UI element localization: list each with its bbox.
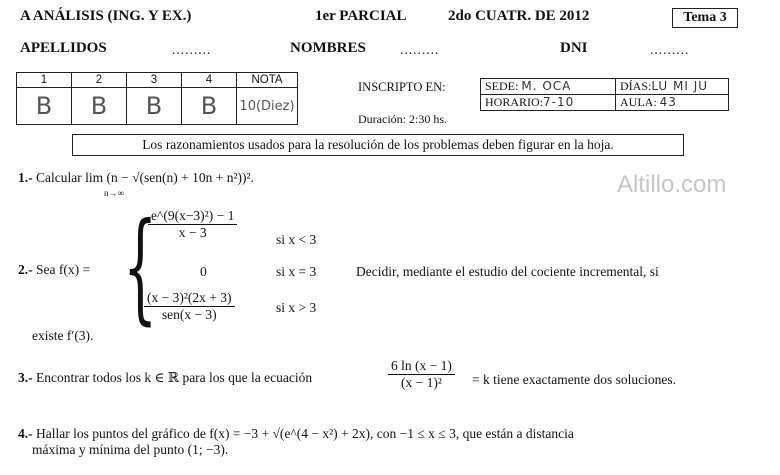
problem-3-numerator: 6 ln (x − 1): [388, 358, 455, 375]
problem-2-number: 2.-: [18, 262, 33, 277]
case-3-fraction: [144, 290, 235, 323]
problem-1-limit-sub: n→∞: [104, 188, 124, 198]
tema-box: Tema 3: [672, 8, 738, 28]
problem-4-text2: máxima y mínima del punto (1; −3).: [32, 442, 229, 457]
grade-value-nota: 10(Diez): [237, 88, 298, 125]
course-label: A ANÁLISIS (ING. Y EX.): [20, 8, 192, 24]
case-2-condition: si x = 3: [276, 264, 317, 279]
horario-value: 7-10: [543, 95, 575, 109]
problem-3-text2: = k tiene exactamente dos soluciones.: [472, 372, 677, 387]
case-1-denominator: x − 3: [178, 225, 207, 240]
case-1-condition: si x < 3: [276, 232, 317, 247]
problem-2-tail2: existe f′(3).: [32, 328, 94, 343]
dni-dots: .........: [650, 42, 690, 57]
grade-header-4: 4: [182, 73, 237, 88]
apellido-label: APELLIDOS: [20, 40, 107, 56]
aula-value: 43: [659, 95, 677, 109]
problem-1-expr: lim (n − √(sen(n) + 10n + n²))².: [85, 170, 254, 185]
nombre-dots: .........: [400, 42, 440, 57]
case-3-denominator: sen(x − 3): [161, 307, 217, 322]
grade-value-4: B: [182, 88, 237, 125]
sede-label: SEDE:: [485, 79, 519, 93]
grade-header-nota: NOTA: [237, 73, 298, 88]
problem-4-text: Hallar los puntos del gráfico de f(x) = −3 + √(e^(4 − x²) + 2x), con −1 ≤ x ≤ 3, que están a distancia: [36, 426, 574, 441]
term-label: 2do CUATR. DE 2012: [448, 8, 590, 24]
aula-label: AULA:: [620, 95, 657, 109]
problem-4: [18, 426, 574, 442]
enrollment-table: [480, 78, 729, 111]
nombre-label: NOMBRES: [290, 40, 366, 56]
watermark-text: Altillo.com: [617, 171, 727, 198]
dias-value: LU MI JU: [651, 79, 709, 93]
problem-1-number: 1.-: [18, 170, 33, 185]
horario-label: HORARIO:: [485, 95, 544, 109]
problem-1: [18, 170, 254, 186]
course-title: [20, 8, 191, 25]
grade-header-2: 2: [72, 73, 127, 88]
sede-value: M. OCA: [521, 79, 572, 93]
problem-3-fraction: [388, 358, 455, 391]
problem-4-number: 4.-: [18, 426, 33, 441]
problem-2-tail: Decidir, mediante el estudio del cociente incremental, si: [356, 264, 659, 279]
grade-value-1: B: [17, 88, 72, 125]
grade-value-3: B: [127, 88, 182, 125]
problem-3: [18, 370, 312, 386]
case-3-numerator: (x − 3)²(2x + 3): [144, 290, 235, 307]
dias-label: DÍAS:: [620, 79, 652, 93]
duration-label: Duración: 2:30 hs.: [358, 112, 447, 126]
instructions-notice: Los razonamientos usados para la resolución de los problemas deben figurar en la hoja.: [72, 134, 684, 156]
inscripto-label: INSCRIPTO EN:: [358, 80, 446, 94]
case-3-condition: si x > 3: [276, 300, 317, 315]
problem-2-text: Sea f(x) =: [36, 262, 91, 277]
grade-value-2: B: [72, 88, 127, 125]
problem-2-intro: [18, 262, 90, 278]
problem-1-text: Calcular: [36, 170, 82, 185]
case-2-value: 0: [200, 264, 207, 279]
apellido-dots: .........: [172, 42, 212, 57]
case-1-fraction: [148, 208, 237, 241]
grade-header-1: 1: [17, 73, 72, 88]
grades-table: [16, 72, 298, 125]
dni-label: DNI: [560, 40, 588, 56]
grade-header-3: 3: [127, 73, 182, 88]
problem-3-number: 3.-: [18, 370, 33, 385]
problem-3-denominator: (x − 1)²: [400, 375, 442, 390]
piecewise-brace: {: [123, 198, 158, 337]
problem-3-text: Encontrar todos los k ∈ ℝ para los que la ecuación: [36, 370, 313, 385]
exam-label: 1er PARCIAL: [315, 8, 407, 24]
case-1-numerator: e^(9(x−3)²) − 1: [148, 208, 237, 225]
